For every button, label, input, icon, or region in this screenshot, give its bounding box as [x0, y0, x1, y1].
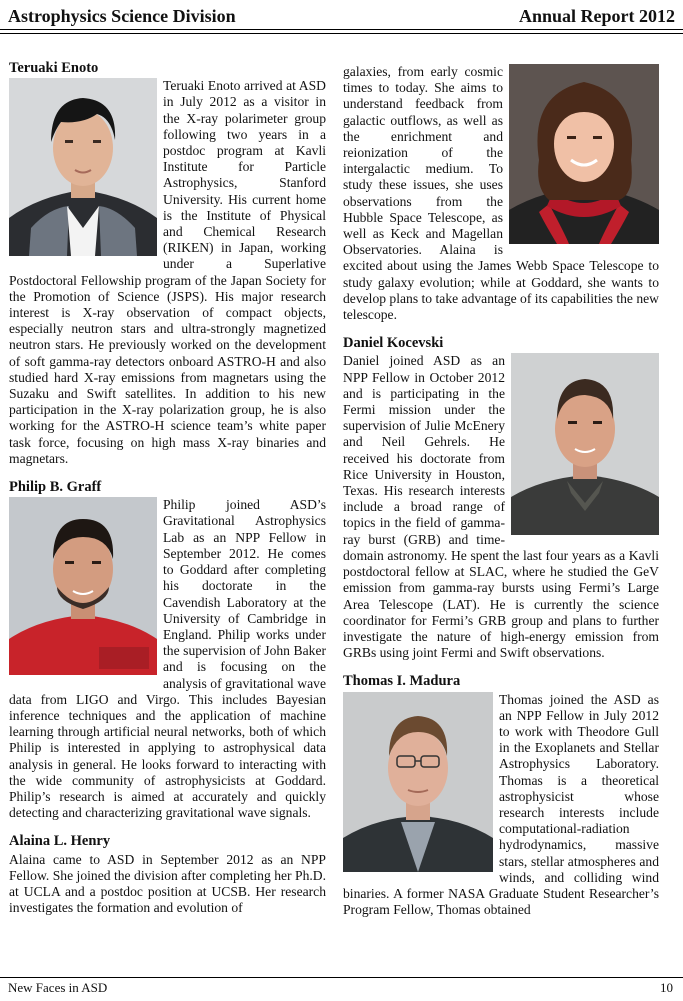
person-bio: Alaina came to ASD in September 2012 as an NPP Fellow. She joined the division after completing her Ph.D. at UCLA and a postdoc position at UCSB. Her research investigates the formation and evolution of: [9, 851, 326, 916]
portrait-photo: [509, 64, 659, 244]
footer-section-title: New Faces in ASD: [8, 980, 108, 995]
header-rule: [0, 29, 683, 30]
person-name: Teruaki Enoto: [9, 60, 99, 76]
portrait-photo: [9, 497, 157, 675]
person-name: Philip B. Graff: [9, 479, 102, 496]
portrait-photo: [511, 353, 659, 535]
person-name: Daniel Kocevski: [343, 335, 444, 352]
division-title: Astrophysics Science Division: [8, 6, 236, 26]
person-bio: Teruaki Enoto arrived at ASD in July 2012 as a visitor in the X-ray polarimeter group following two years in a postdoc program at Kavli Institute for Particle Astrophysics, Stanford University. His current home is the Institute of Physical and Chemical Research (RIKEN) in Japan, working under a Superlative Postdoctoral Fellowship program of the Japan Society for the Promotion of Science (JSPS). His major research interest is X-ray observation of compact objects, especially neutron stars and ultra-strongly magnetized neutron stars. He previously worked on the development of soft gamma-ray detectors onboard ASTRO-H and also studied hard X-ray emissions from magnetars using the Suzaku and Swift satellites. In addition to his new participation in the X-ray polarization group, he is also working for the ASTRO-H science team’s white paper task force, focusing on high mass X-ray binaries and magnetars.: [9, 78, 326, 466]
right-column: [343, 64, 659, 918]
person-bio: Philip joined ASD’s Gravitational Astrophysics Lab as an NPP Fellow in September 2012. He comes to Goddard after completing his doctorate in the Cavendish Laboratory at the University of Cambridge in England. Philip works under the supervision of John Baker and is focusing on the analysis of gravitational wave data from LIGO and Virgo. This includes Bayesian inference techniques and the application of machine learning through artificial neural networks, both of which Philip is interested in applying to astrophysical data analysis in general. He looks forward to interacting with the wide community of astrophysicists at Goddard. Philip’s research is aimed at accurately and quickly detecting and characterizing gravitational wave signals.: [9, 497, 326, 821]
page-header: [8, 3, 675, 27]
person-bio: Daniel joined ASD as an NPP Fellow in October 2012 and is participating in the Fermi mission under the supervision of Julie McEnery and Neil Gehrels. He received his doctorate from Rice University in Houston, Texas. His research interests include a broad range of topics in the field of gamma-ray burst (GRB) and time-domain astronomy. He spent the last four years as a Kavli postdoctoral fellow at SLAC, where he studied the GeV emission from gamma-ray bursts using Fermi’s Large Area Telescope (LAT). He is currently the science coordinator for Fermi’s GRB group and plans to further investigate the nature of high-energy emission from GRBs using joint Fermi and Swift observations.: [343, 353, 659, 661]
portrait-photo: [9, 78, 157, 256]
portrait-photo: [343, 692, 493, 872]
footer-rule: [0, 977, 683, 978]
person-name: Alaina L. Henry: [9, 833, 111, 850]
person-bio: galaxies, from early cosmic times to today. She aims to understand feedback from galactic outflows, as well as the enrichment and reionization of the intergalactic medium. To study these issues, she uses observations from the Hubble Space Telescope, as well as Keck and Magellan Observatories. Alaina is excited about using the James Webb Space Telescope to study galaxy evolution; while at Goddard, she wants to develop plans to take advantage of its capabilities the new telescope.: [343, 64, 659, 323]
report-title: Annual Report 2012: [518, 6, 675, 26]
left-column: [9, 60, 326, 916]
person-name: Thomas I. Madura: [343, 673, 461, 690]
person-bio: Thomas joined the ASD as an NPP Fellow in July 2012 to work with Theodore Gull in the Exoplanets and Stellar Astrophysics Laboratory. Thomas is a theoretical astrophysicist whose research interests include computational-radiation hydrodynamics, massive stars, stellar atmospheres and winds, and colliding wind binaries. A former NASA Graduate Student Researcher’s Program Fellow, Thomas obtained: [343, 691, 659, 918]
header-rule-thin: [0, 33, 683, 34]
page-footer: [8, 980, 673, 996]
page-number: 10: [660, 980, 673, 995]
